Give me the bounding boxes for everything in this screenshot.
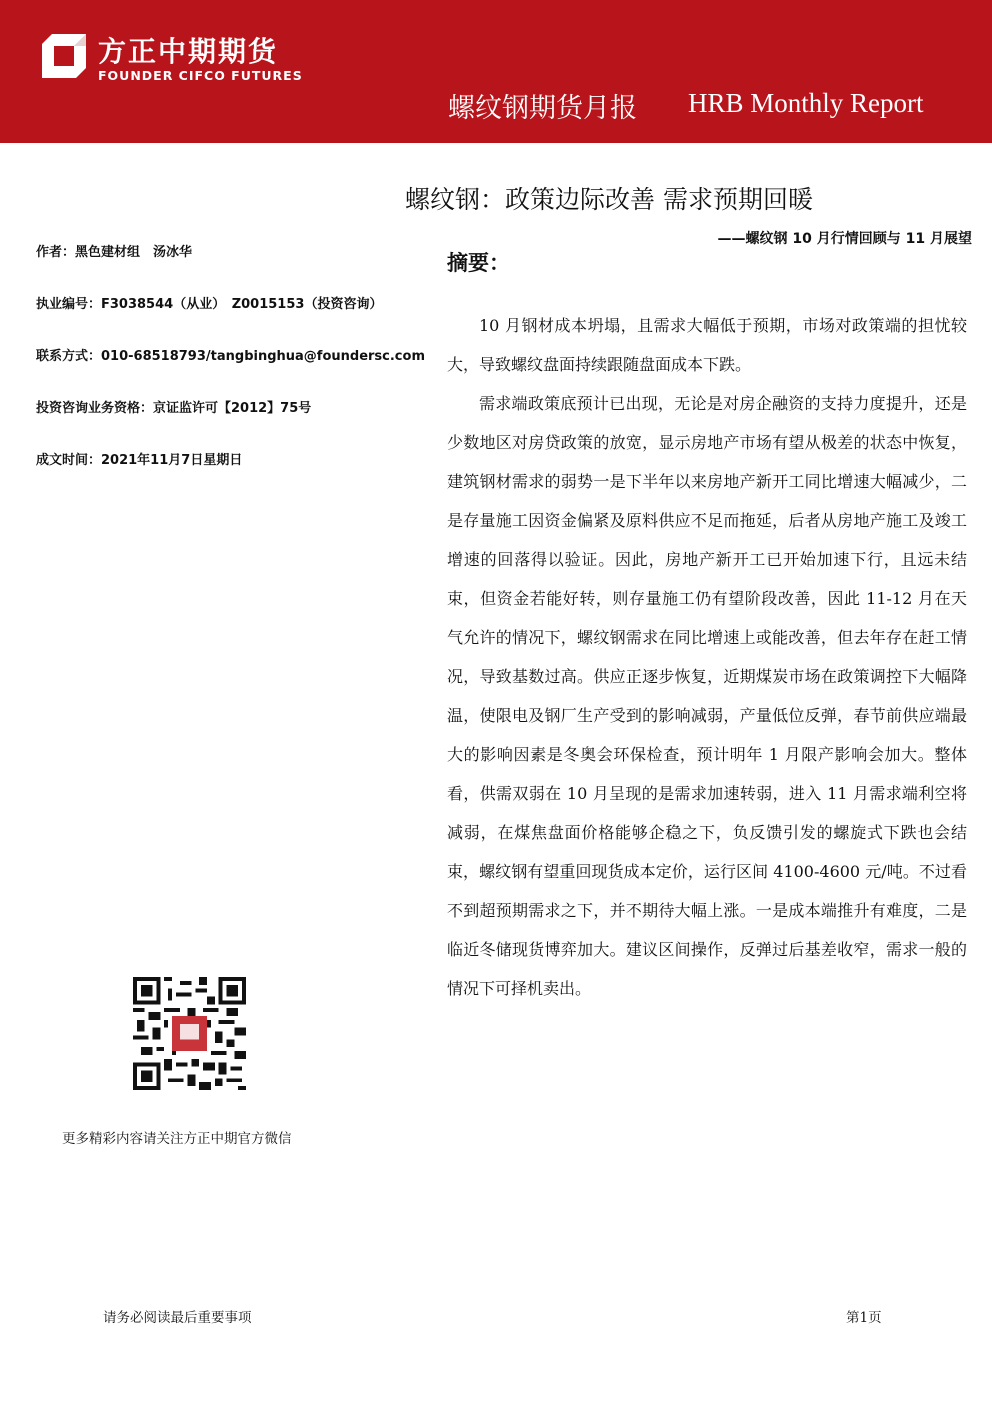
contact-line: 联系方式：010-68518793/tangbinghua@foundersc.com [36,349,425,364]
summary-paragraph: 需求端政策底预计已出现，无论是对房企融资的支持力度提升，还是少数地区对房贷政策的放宽，显示房地产市场有望从极差的状态中恢复，建筑钢材需求的弱势一是下半年以来房地产新开工同比增速大幅减少，二是存量施工因资金偏紧及原料供应不足而拖延，后者从房地产施工及竣工增速的回落得以验证。因此，房地产新开工已开始加速下行，且远未结束，但资金若能好转，则存量施工仍有望阶段改善，因此 11-12 月在天气允许的情况下，螺纹钢需求在同比增速上或能改善，但去年存在赶工情况，导致基数过高。供应正逐步恢复，近期煤炭市场在政策调控下大幅降温，使限电及钢厂生产受到的影响减弱，产量低位反弹，春节前供应端最大的影响因素是冬奥会环保检查，预计明年 1 月限产影响会加大。整体看，供需双弱在 10 月呈现的是需求加速转弱，进入 11 月需求端利空将减弱，在煤焦盘面价格能够企稳之下，负反馈引发的螺旋式下跌也会结束，螺纹钢有望重回现货成本定价，运行区间 4100-4600 元/吨。不过看不到超预期需求之下，并不期待大幅上涨。一是成本端推升有难度，二是临近冬储现货博弈加大。建议区间操作，反弹过后基差收窄，需求一般的情况下可择机卖出。 [447,394,967,998]
qualification-line: 投资咨询业务资格：京证监许可【2012】75号 [36,401,312,416]
brand-name-en: FOUNDER CIFCO FUTURES [98,68,303,83]
summary-heading: 摘要： [447,251,510,275]
summary-body [447,306,967,1008]
report-type-en: HRB Monthly Report [688,88,924,118]
wechat-qr-code-icon [133,977,246,1090]
author-info [36,241,425,501]
qr-caption: 更多精彩内容请关注方正中期官方微信 [62,1131,292,1147]
report-header [0,0,992,143]
report-type-cn: 螺纹钢期货月报 [448,93,637,124]
footer-notice: 请务必阅读最后重要事项 [103,1310,252,1326]
page-title: 螺纹钢：政策边际改善 需求预期回暖 [405,185,813,214]
page-number: 第1页 [846,1310,882,1326]
summary-paragraph: 10 月钢材成本坍塌，且需求大幅低于预期，市场对政策端的担忧较大，导致螺纹盘面持续跟随盘面成本下跌。 [447,316,967,374]
license-line: 执业编号：F3038544（从业） Z0015153（投资咨询） [36,297,383,312]
brand-name-cn: 方正中期期货 [98,35,279,68]
author-line: 作者：黑色建材组 汤冰华 [36,245,193,260]
founder-logo-icon [38,30,90,82]
page-subtitle: ——螺纹钢 10 月行情回顾与 11 月展望 [717,231,972,247]
date-line: 成文时间：2021年11月7日星期日 [36,453,243,468]
